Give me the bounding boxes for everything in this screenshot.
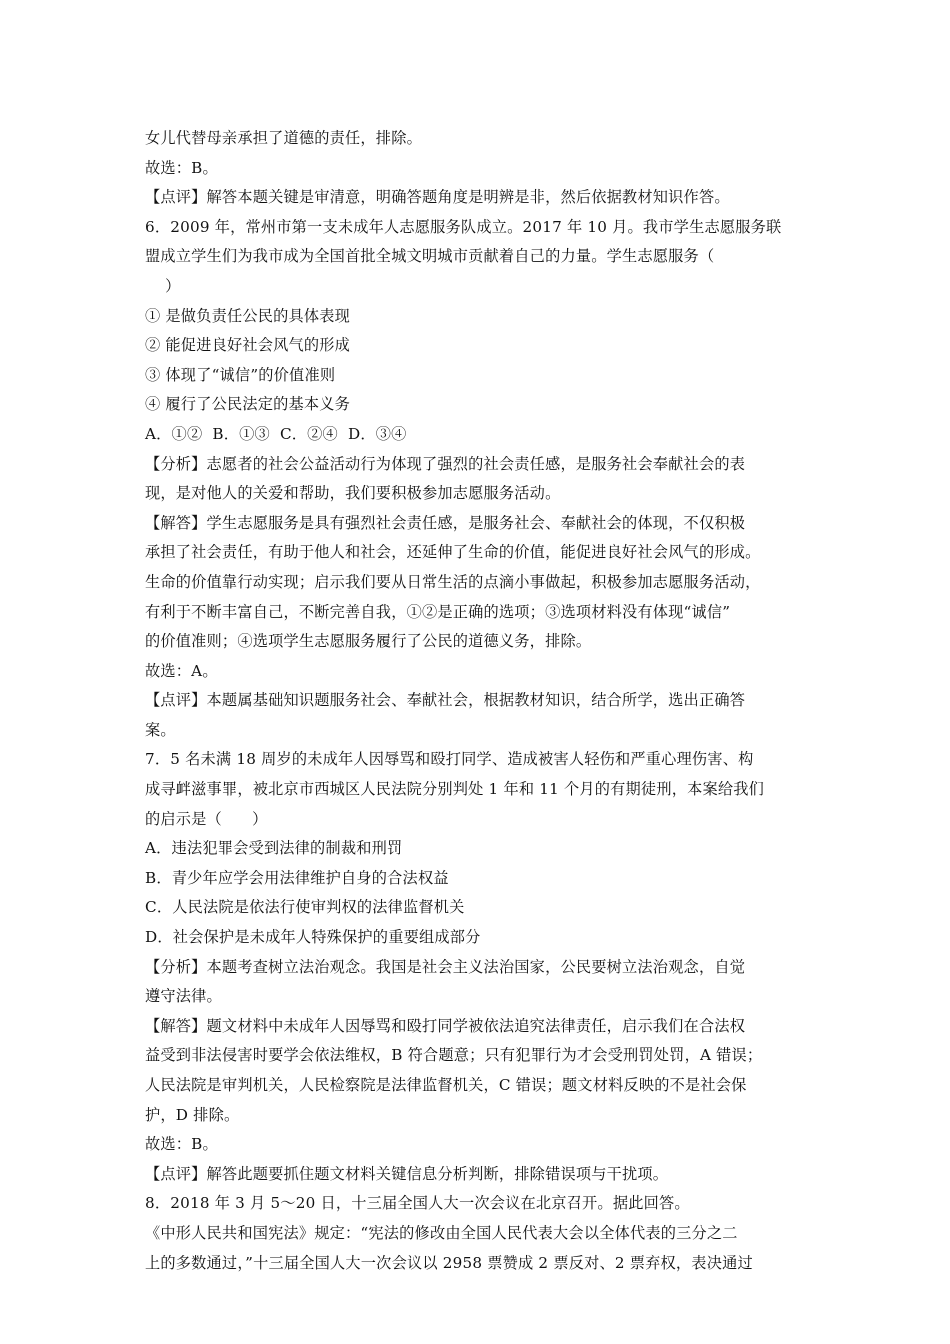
- solution-line: 的价值准则；④选项学生志愿服务履行了公民的道德义务，排除。: [145, 632, 592, 651]
- question-6-paren: ）: [145, 276, 181, 295]
- question-6-statement: ① 是做负责任公民的具体表现: [145, 306, 351, 325]
- analysis-line: 【分析】志愿者的社会公益活动行为体现了强烈的社会责任感，是服务社会奉献社会的表: [145, 454, 746, 473]
- comment-line: 案。: [145, 720, 176, 739]
- question-7-stem: 的启示是（ ）: [145, 809, 268, 828]
- answer-line: 故选：A。: [145, 661, 218, 680]
- question-7-stem: 成寻衅滋事罪，被北京市西城区人民法院分别判处 1 年和 11 个月的有期徒刑，本案给我们: [145, 780, 765, 799]
- question-8-material: 上的多数通过，”十三届全国人大一次会议以 2958 票赞成 2 票反对、2 票弃权，表决通过: [145, 1253, 753, 1272]
- question-6-options: A．①② B．①③ C．②④ D．③④: [145, 424, 407, 443]
- question-7-stem: 7．5 名未满 18 周岁的未成年人因辱骂和殴打同学、造成被害人轻伤和严重心理伤害、构: [145, 750, 754, 769]
- solution-line: 有利于不断丰富自己，不断完善自我，①②是正确的选项；③选项材料没有体现“诚信”: [145, 602, 731, 621]
- solution-line: 益受到非法侵害时要学会依法维权，B 符合题意；只有犯罪行为才会受刑罚处罚，A 错误；: [145, 1046, 763, 1065]
- analysis-line: 现，是对他人的关爱和帮助，我们要积极参加志愿服务活动。: [145, 484, 561, 503]
- solution-line: 生命的价值靠行动实现；启示我们要从日常生活的点滴小事做起，积极参加志愿服务活动，: [145, 572, 761, 591]
- question-7-option-c: C．人民法院是依法行使审判权的法律监督机关: [145, 898, 465, 917]
- solution-line: 护，D 排除。: [145, 1105, 240, 1124]
- comment-line: 【点评】解答此题要抓住题文材料关键信息分析判断，排除错误项与干扰项。: [145, 1164, 669, 1183]
- question-8-material: 《中形人民共和国宪法》规定：“宪法的修改由全国人民代表大会以全体代表的三分之二: [145, 1223, 738, 1242]
- answer-line: 故选：B。: [145, 1135, 218, 1154]
- solution-line: 【解答】学生志愿服务是具有强烈社会责任感，是服务社会、奉献社会的体现，不仅积极: [145, 513, 746, 532]
- question-6-stem: 盟成立学生们为我市成为全国首批全城文明城市贡献着自己的力量。学生志愿服务（: [145, 247, 715, 266]
- question-6-statement: ④ 履行了公民法定的基本义务: [145, 395, 351, 414]
- comment-line: 【点评】本题属基础知识题服务社会、奉献社会，根据教材知识，结合所学，选出正确答: [145, 691, 746, 710]
- question-8-stem: 8．2018 年 3 月 5～20 日，十三届全国人大一次会议在北京召开。据此回答。: [145, 1194, 690, 1213]
- question-6-statement: ③ 体现了“诚信”的价值准则: [145, 365, 336, 384]
- comment-line: 【点评】解答本题关键是审清意，明确答题角度是明辨是非，然后依据教材知识作答。: [145, 188, 730, 207]
- question-7-option-d: D．社会保护是未成年人特殊保护的重要组成部分: [145, 928, 481, 947]
- question-7-option-a: A．违法犯罪会受到法律的制裁和刑罚: [145, 839, 403, 858]
- document-body: [145, 124, 810, 1278]
- question-7-option-b: B．青少年应学会用法律维护自身的合法权益: [145, 868, 449, 887]
- solution-line: 人民法院是审判机关，人民检察院是法律监督机关，C 错误；题文材料反映的不是社会保: [145, 1076, 747, 1094]
- question-6-stem: 6．2009 年，常州市第一支未成年人志愿服务队成立。2017 年 10 月。我市学生志愿服务联: [145, 217, 782, 236]
- solution-line: 【解答】题文材料中未成年人因辱骂和殴打同学被依法追究法律责任，启示我们在合法权: [145, 1016, 746, 1035]
- question-6-statement: ② 能促进良好社会风气的形成: [145, 336, 351, 355]
- solution-line: 承担了社会责任，有助于他人和社会，还延伸了生命的价值，能促进良好社会风气的形成。: [145, 543, 761, 562]
- analysis-line: 遵守法律。: [145, 987, 222, 1006]
- text-line: 女儿代替母亲承担了道德的责任，排除。: [145, 129, 422, 147]
- answer-line: 故选：B。: [145, 158, 218, 177]
- analysis-line: 【分析】本题考查树立法治观念。我国是社会主义法治国家，公民要树立法治观念，自觉: [145, 957, 746, 976]
